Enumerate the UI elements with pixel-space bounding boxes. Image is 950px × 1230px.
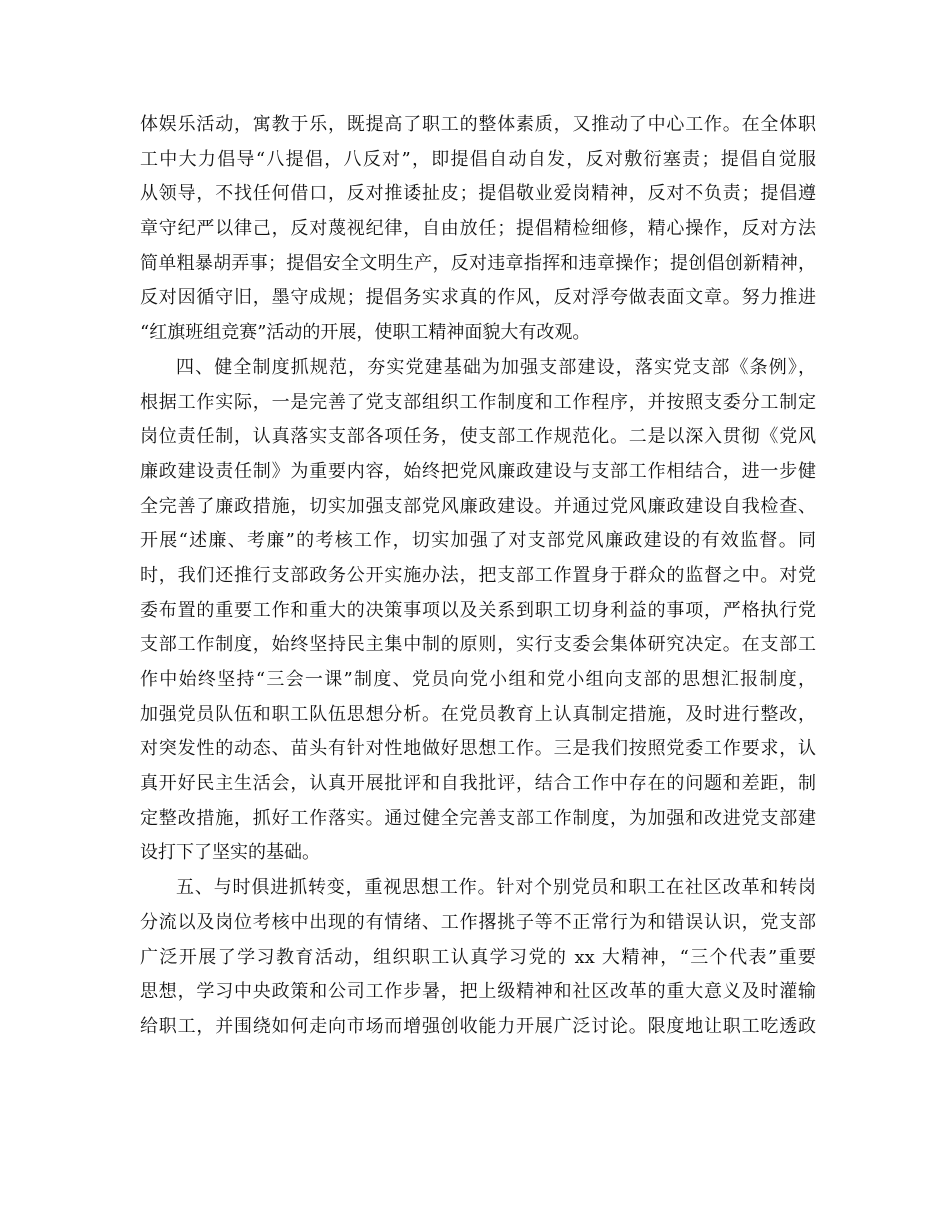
text-line: 委布置的重要工作和重大的决策事项以及关系到职工切身利益的事项，严格执行党 <box>140 599 816 621</box>
text-line: 分流以及岗位考核中出现的有情绪、工作撂挑子等不正常行为和错误认识，党支部 <box>140 911 816 933</box>
text-line: 五、与时俱进抓转变，重视思想工作。针对个别党员和职工在社区改革和转岗 <box>176 877 816 899</box>
text-line: 章守纪严以律己，反对蔑视纪律，自由放任；提倡精检细修，精心操作，反对方法 <box>140 218 816 240</box>
text-line: 根据工作实际，一是完善了党支部组织工作制度和工作程序，并按照支委分工制定 <box>140 391 816 413</box>
text-line: 开展“述廉、考廉”的考核工作，切实加强了对支部党风廉政建设的有效监督。同 <box>140 530 816 552</box>
text-line: 真开好民主生活会，认真开展批评和自我批评，结合工作中存在的问题和差距，制 <box>140 773 816 795</box>
paragraph-3 <box>140 871 816 1044</box>
text-line: 反对因循守旧，墨守成规；提倡务实求真的作风，反对浮夸做表面文章。努力推进 <box>140 287 816 309</box>
text-line: 廉政建设责任制》为重要内容，始终把党风廉政建设与支部工作相结合，进一步健 <box>140 460 816 482</box>
text-line: 对突发性的动态、苗头有针对性地做好思想工作。三是我们按照党委工作要求，认 <box>140 738 816 760</box>
text-line: 思想，学习中央政策和公司工作步暑，把上级精神和社区改革的重大意义及时灌输 <box>140 981 816 1003</box>
text-line: 从领导，不找任何借口，反对推诿扯皮；提倡敬业爱岗精神，反对不负责；提倡遵 <box>140 183 816 205</box>
text-line: 全完善了廉政措施，切实加强支部党风廉政建设。并通过党风廉政建设自我检查、 <box>140 495 816 517</box>
text-line: 体娱乐活动，寓教于乐，既提高了职工的整体素质，又推动了中心工作。在全体职 <box>140 114 816 135</box>
paragraph-1 <box>140 108 816 351</box>
text-line: 支部工作制度，始终坚持民主集中制的原则，实行支委会集体研究决定。在支部工 <box>140 634 816 656</box>
text-line: “红旗班组竞赛”活动的开展，使职工精神面貌大有改观。 <box>140 322 591 344</box>
text-line: 岗位责任制，认真落实支部各项任务，使支部工作规范化。二是以深入贯彻《党风 <box>140 426 816 448</box>
text-line: 工中大力倡导“八提倡，八反对”，即提倡自动自发，反对敷衍塞责；提倡自觉服 <box>140 148 816 170</box>
paragraph-2 <box>140 351 816 871</box>
text-line: 作中始终坚持“三会一课”制度、党员向党小组和党小组向支部的思想汇报制度， <box>140 669 816 690</box>
text-line: 设打下了坚实的基础。 <box>140 842 320 864</box>
text-line: 四、健全制度抓规范，夯实党建基础为加强支部建设，落实党支部《条例》， <box>176 356 816 378</box>
text-line: 时，我们还推行支部政务公开实施办法，把支部工作置身于群众的监督之中。对党 <box>140 564 816 586</box>
document-page <box>140 108 816 1045</box>
text-line: 简单粗暴胡弄事；提倡安全文明生产，反对违章指挥和违章操作；提创倡创新精神， <box>140 252 816 274</box>
text-line: 给职工，并围绕如何走向市场而增强创收能力开展广泛讨论。限度地让职工吃透政 <box>140 1015 816 1037</box>
text-line: 加强党员队伍和职工队伍思想分析。在党员教育上认真制定措施，及时进行整改， <box>140 703 816 725</box>
text-line: 定整改措施，抓好工作落实。通过健全完善支部工作制度，为加强和改进党支部建 <box>140 807 816 829</box>
text-line: 广泛开展了学习教育活动，组织职工认真学习党的 xx 大精神，“三个代表”重要 <box>140 946 816 968</box>
